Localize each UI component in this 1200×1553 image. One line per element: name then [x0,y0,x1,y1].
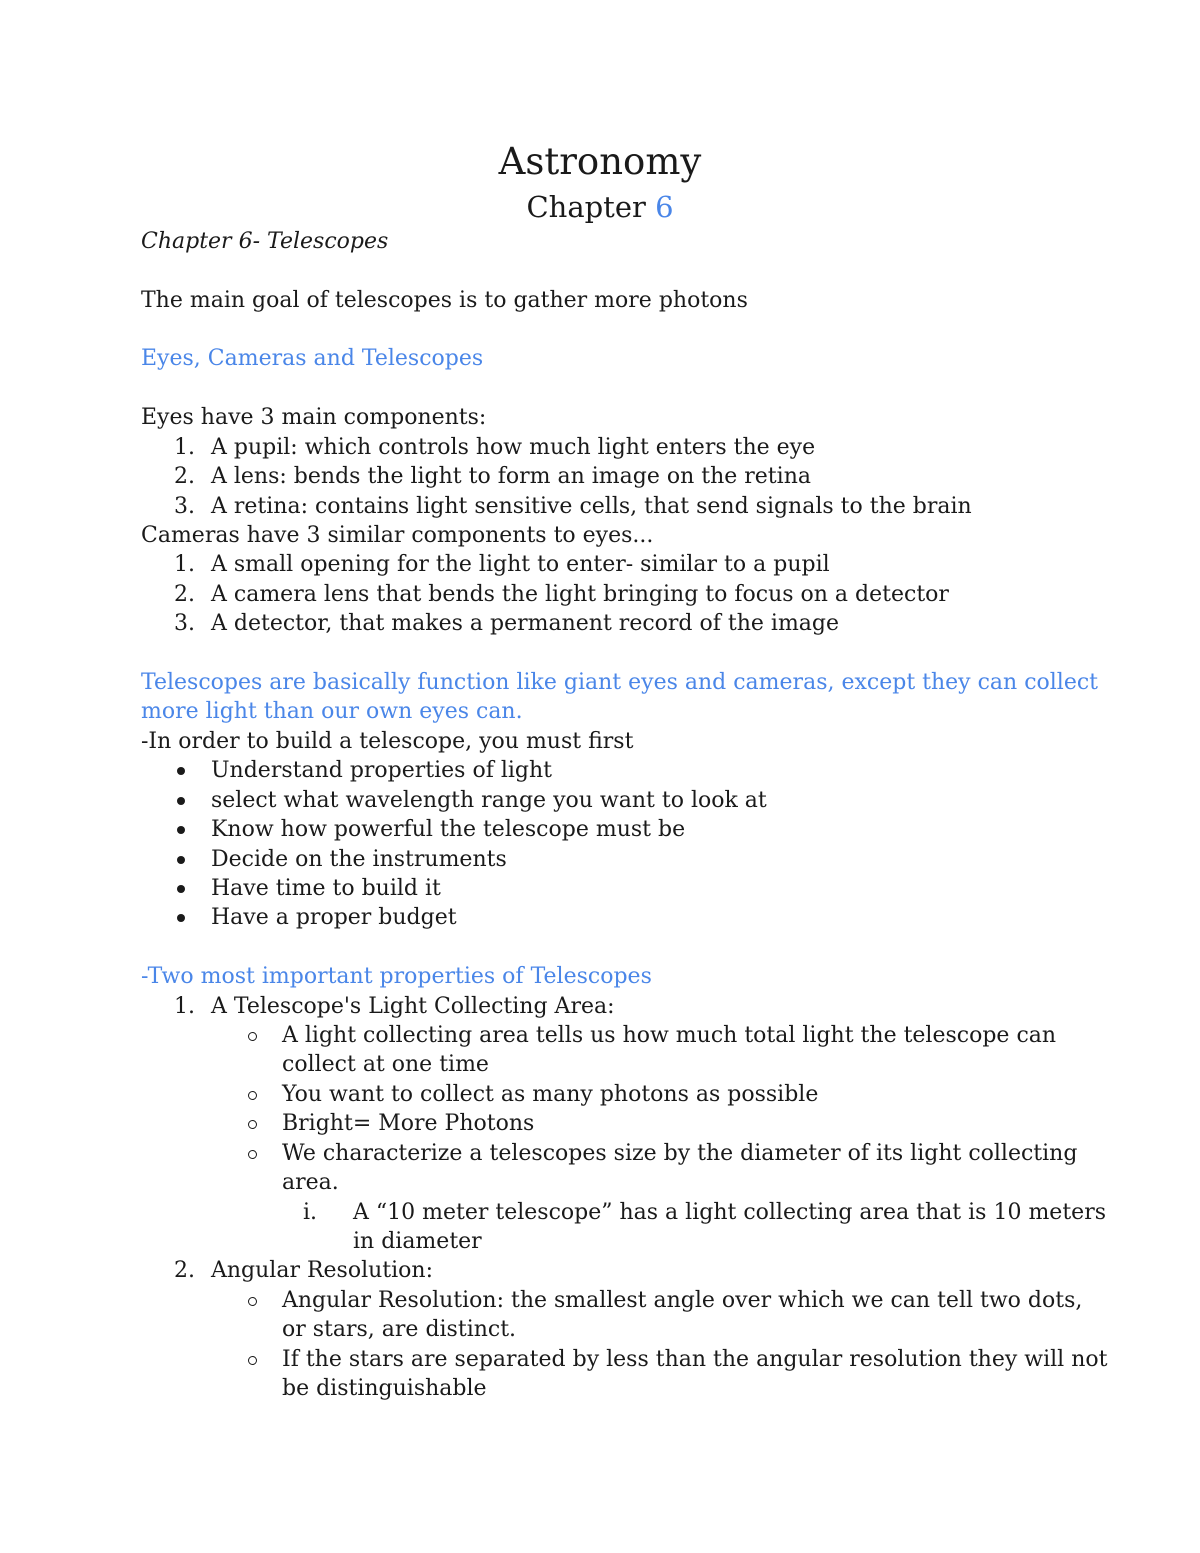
bullet-dot-icon [177,885,185,893]
cameras-lead: Cameras have 3 similar components to eyes... [141,523,654,548]
property-1-bullet-2: You want to collect as many photons as possible [282,1082,819,1107]
eyes-item-1: A pupil: which controls how much light enters the eye [211,435,816,460]
bullet-dot-icon [177,826,185,834]
telescope-note-line-2: more light than our own eyes can. [141,699,523,724]
list-number: 1. [174,435,195,460]
build-item-5: Have time to build it [211,876,441,901]
property-1-bullet-3: Bright= More Photons [282,1111,535,1136]
bullet-circle-icon [248,1297,257,1306]
bullet-dot-icon [177,856,185,864]
document-title: Astronomy [498,140,702,183]
bullet-circle-icon [248,1150,257,1159]
properties-heading: -Two most important properties of Telescopes [141,964,652,989]
subtitle-number: 6 [655,190,674,224]
bullet-dot-icon [177,797,185,805]
property-2-bullet-1-line-1: Angular Resolution: the smallest angle over which we can tell two dots, [282,1288,1083,1313]
property-2-bullet-2-line-1: If the stars are separated by less than the angular resolution they will not [282,1347,1108,1372]
property-1-sub-line-2: in diameter [353,1229,482,1254]
cameras-item-2: A camera lens that bends the light bringing to focus on a detector [211,582,949,607]
intro-text: The main goal of telescopes is to gather more photons [141,288,748,313]
cameras-item-1: A small opening for the light to enter- similar to a pupil [211,552,830,577]
list-number: 2. [174,1258,195,1283]
property-1-bullet-1-line-1: A light collecting area tells us how much total light the telescope can [282,1023,1057,1048]
build-lead: -In order to build a telescope, you must first [141,729,634,754]
property-1-bullet-4-line-2: area. [282,1170,339,1195]
cameras-item-3: A detector, that makes a permanent record of the image [211,611,840,636]
bullet-circle-icon [248,1032,257,1041]
property-1-bullet-4-line-1: We characterize a telescopes size by the diameter of its light collecting [282,1141,1078,1166]
bullet-circle-icon [248,1356,257,1365]
bullet-dot-icon [177,914,185,922]
document-subtitle [0,189,1200,225]
list-number: 3. [174,494,195,519]
build-item-1: Understand properties of light [211,758,553,783]
chapter-heading: Chapter 6- Telescopes [141,229,389,254]
list-number: 2. [174,464,195,489]
property-2-bullet-1-line-2: or stars, are distinct. [282,1317,517,1342]
eyes-lead: Eyes have 3 main components: [141,405,487,430]
list-roman-numeral: i. [302,1200,317,1225]
property-2-label: Angular Resolution: [211,1258,433,1283]
list-number: 2. [174,582,195,607]
bullet-circle-icon [248,1120,257,1129]
list-number: 3. [174,611,195,636]
list-number: 1. [174,552,195,577]
property-2-bullet-2-line-2: be distinguishable [282,1376,487,1401]
property-1-label: A Telescope's Light Collecting Area: [211,994,615,1019]
section-heading-eyes-cameras: Eyes, Cameras and Telescopes [141,346,484,371]
build-item-4: Decide on the instruments [211,847,507,872]
bullet-dot-icon [177,767,185,775]
property-1-bullet-1-line-2: collect at one time [282,1052,489,1077]
build-item-6: Have a proper budget [211,905,457,930]
property-1-sub-line-1: A “10 meter telescope” has a light collecting area that is 10 meters [353,1200,1106,1225]
telescope-note-line-1: Telescopes are basically function like giant eyes and cameras, except they can collect [141,670,1099,695]
eyes-item-3: A retina: contains light sensitive cells, that send signals to the brain [211,494,972,519]
subtitle-text: Chapter [526,190,656,224]
eyes-item-2: A lens: bends the light to form an image on the retina [211,464,811,489]
list-number: 1. [174,994,195,1019]
build-item-3: Know how powerful the telescope must be [211,817,686,842]
build-item-2: select what wavelength range you want to look at [211,788,767,813]
bullet-circle-icon [248,1091,257,1100]
